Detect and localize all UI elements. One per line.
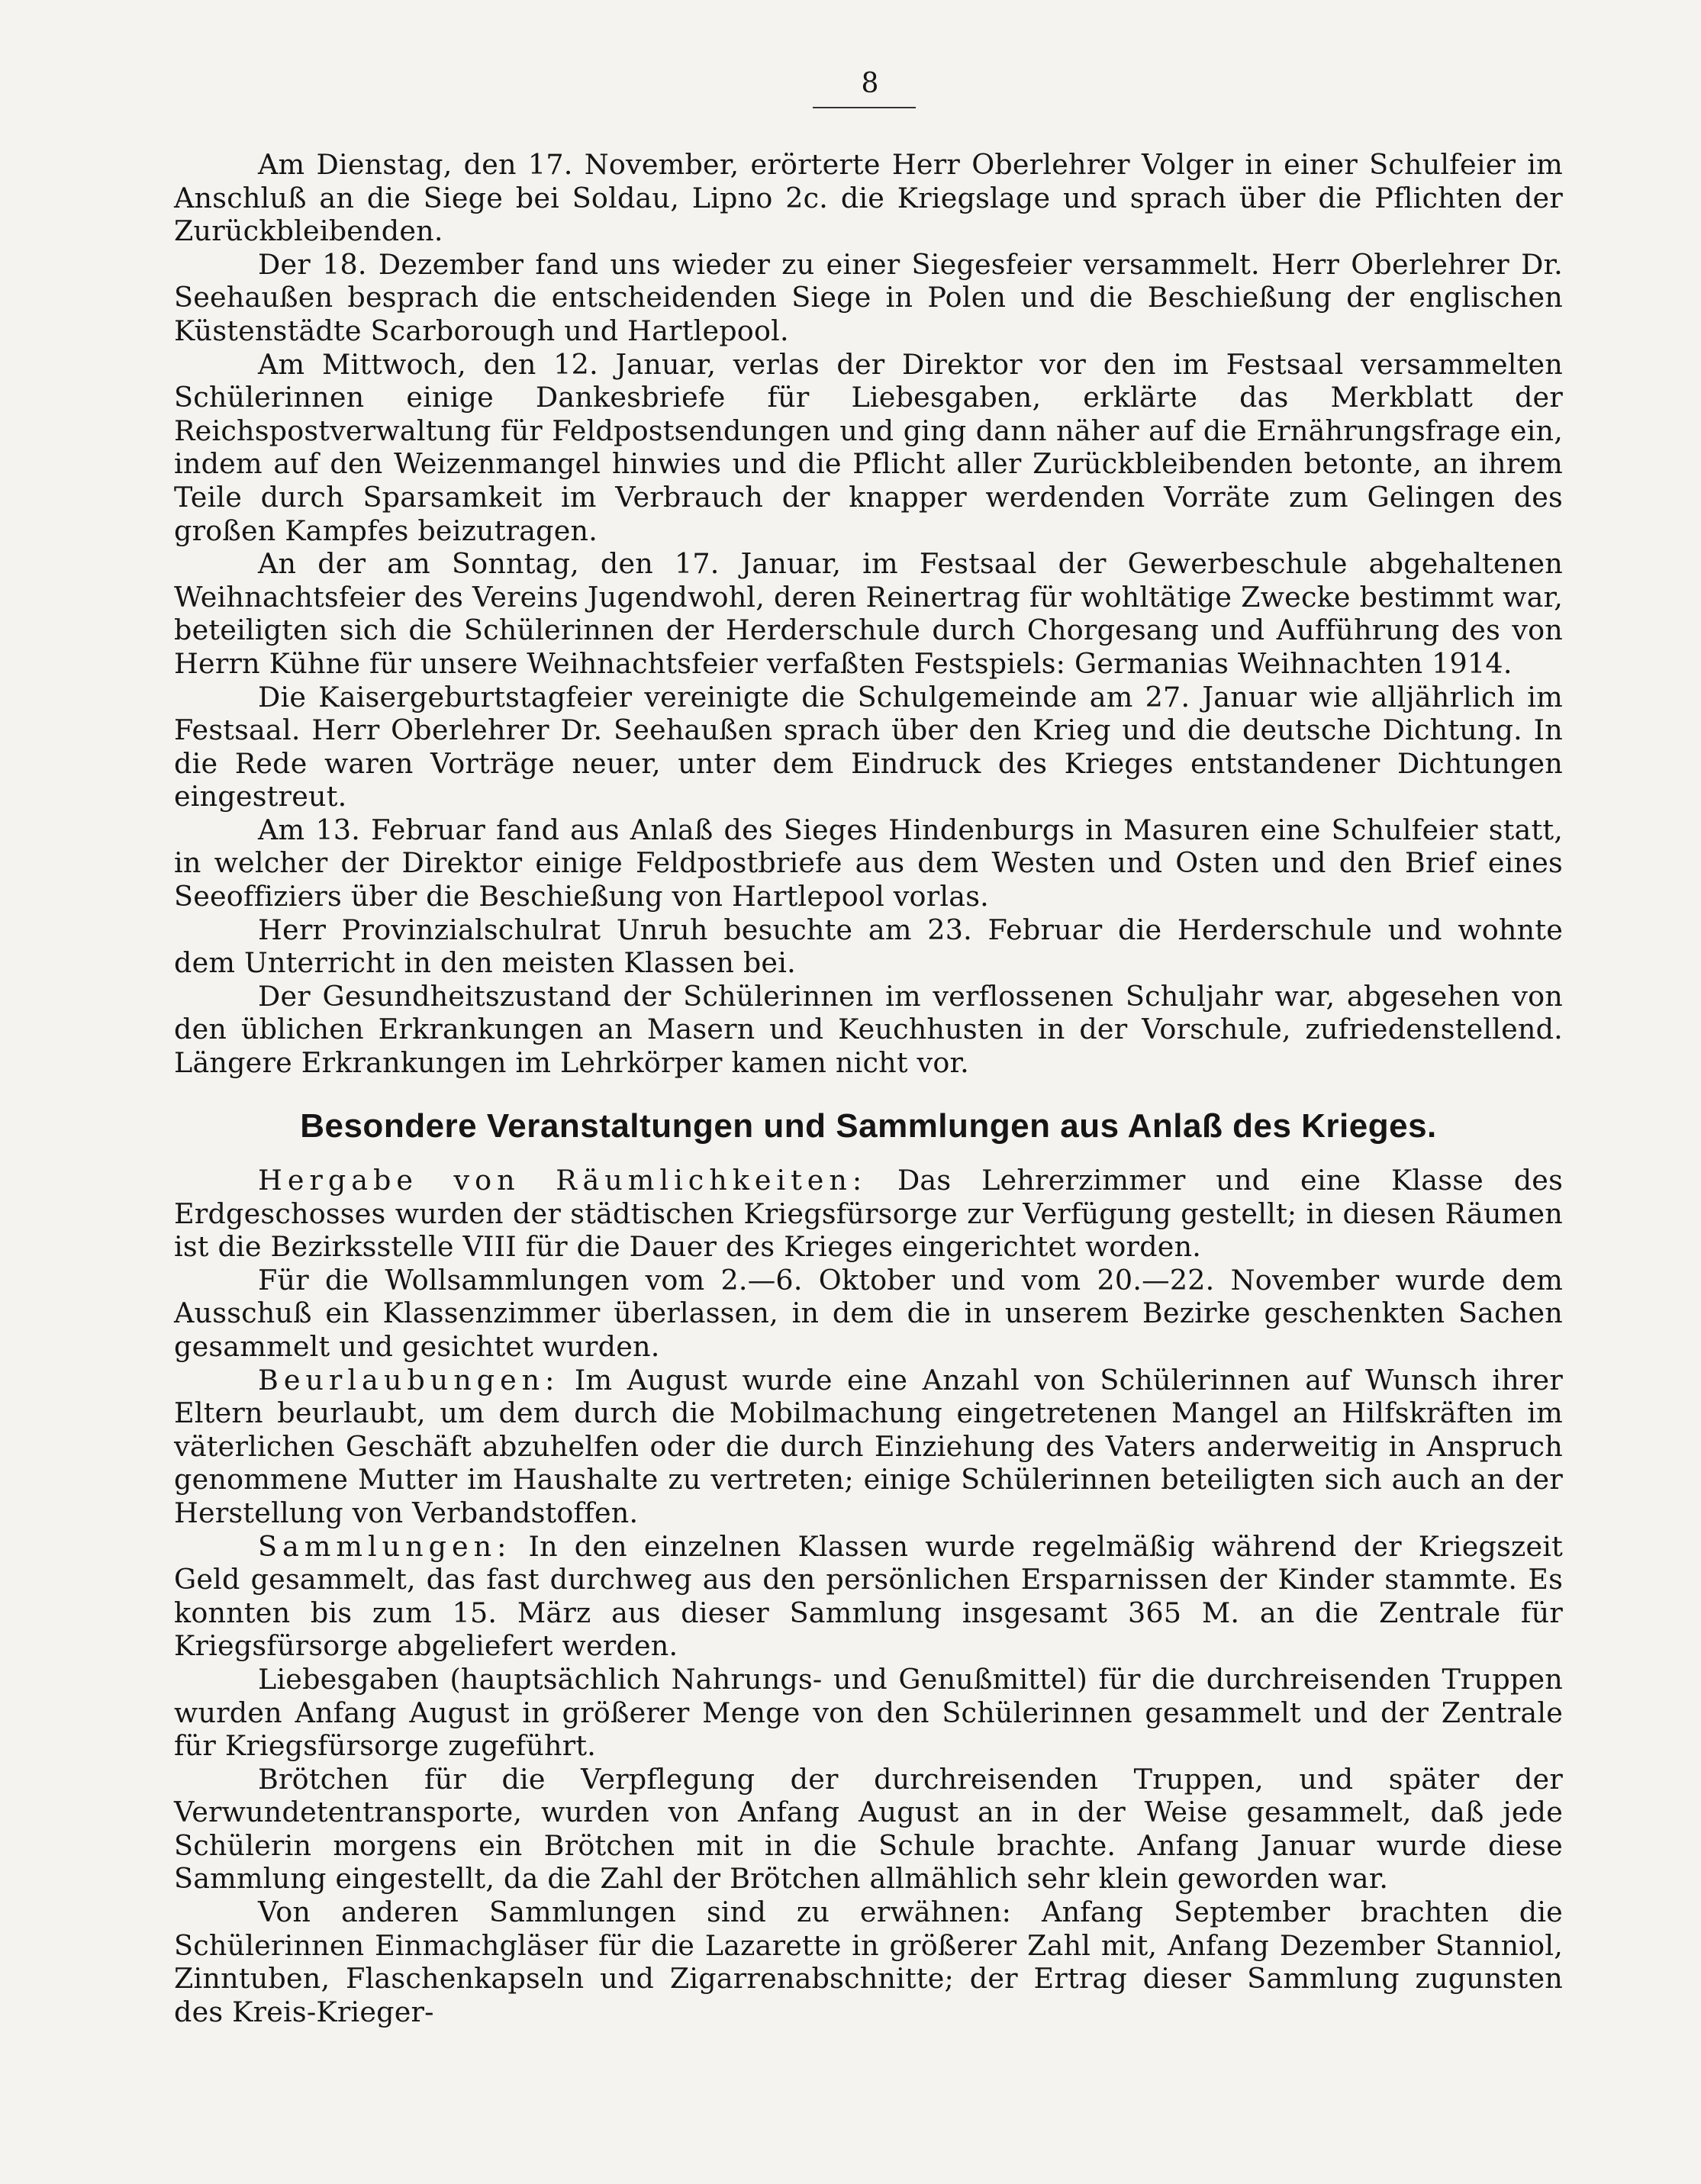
page-number-rule bbox=[813, 107, 916, 108]
paragraph-volger-feier: Am Dienstag, den 17. November, erörterte Herr Oberlehrer Volger in einer Schulfeier im Anschluß an die Siege bei Soldau, Lipno 2c. die Kriegslage und sprach über die Pflichten der Zurückbleibenden. bbox=[174, 148, 1563, 248]
paragraph-body-beurlaubungen: Im August wurde eine Anzahl von Schülerinnen auf Wunsch ihrer Eltern beurlaubt, um dem durch die Mobilmachung eingetretenen Mangel an Hilfskräften im väterlichen Geschäft abzuhelfen oder die durch Einziehung des Vaters anderweitig in Anspruch genommene Mutter im Haushalte zu vertreten; einige Schülerinnen beteiligten sich auch an der Herstellung von Verbandstoffen. bbox=[174, 1363, 1563, 1529]
paragraph-mittwoch-januar: Am Mittwoch, den 12. Januar, verlas der Direktor vor den im Festsaal versammelten Schülerinnen einige Dankesbriefe für Liebesgaben, erklärte das Merkblatt der Reichspostverwaltung für Feldpostsendungen und ging dann näher auf die Ernährungsfrage ein, indem auf den Weizenmangel hinwies und die Pflicht aller Zurückbleibenden betonte, an ihrem Teile durch Sparsamkeit im Verbrauch der knapper werdenden Vorräte zum Gelingen des großen Kampfes beizutragen. bbox=[174, 347, 1563, 547]
page-number: 8 bbox=[861, 68, 879, 99]
paragraph-lead-raeumlichkeiten: Hergabe von Räumlichkeiten: bbox=[258, 1164, 868, 1197]
paragraph-kaisergeburtstag: Die Kaisergeburtstagfeier vereinigte die Schulgemeinde am 27. Januar wie alljährlich im Festsaal. Herr Oberlehrer Dr. Seehaußen sprach über den Krieg und die deutsche Dichtung. In die Rede waren Vorträge neuer, unter dem Eindruck des Krieges entstandener Dichtungen eingestreut. bbox=[174, 680, 1563, 813]
paragraph-schulrat-besuch: Herr Provinzialschulrat Unruh besuchte am 23. Februar die Herderschule und wohnte dem Unterricht in den meisten Klassen bei. bbox=[174, 913, 1563, 980]
report-text-top bbox=[174, 148, 1563, 1080]
paragraph-body-raeumlichkeiten: Das Lehrerzimmer und eine Klasse des Erdgeschosses wurden der städtischen Kriegsfürsorge zur Verfügung gestellt; in diesen Räumen ist die Bezirksstelle VIII für die Dauer des Krieges eingerichtet worden. bbox=[174, 1164, 1564, 1264]
paragraph-liebesgaben: Liebesgaben (hauptsächlich Nahrungs- und Genußmittel) für die durchreisenden Truppen wurden Anfang August in größerer Menge von den Schülerinnen gesammelt und der Zentrale für Kriegsfürsorge zugeführt. bbox=[174, 1662, 1563, 1763]
paragraph-siegesfeier-dezember: Der 18. Dezember fand uns wieder zu einer Siegesfeier versammelt. Herr Oberlehrer Dr. Seehaußen besprach die entscheidenden Siege in Polen und die Beschießung der englischen Küstenstädte Scarborough und Hartlepool. bbox=[174, 247, 1563, 347]
section-heading: Besondere Veranstaltungen und Sammlungen aus Anlaß des Krieges. bbox=[300, 1107, 1437, 1145]
paragraph-sammlungen bbox=[174, 1530, 1563, 1663]
paragraph-broetchen: Brötchen für die Verpflegung der durchreisenden Truppen, und später der Verwundetentransporte, wurden von Anfang August an in der Weise gesammelt, daß jede Schülerin morgens ein Brötchen mit in die Schule brachte. Anfang Januar wurde diese Sammlung eingestellt, da die Zahl der Brötchen allmählich sehr klein geworden war. bbox=[174, 1762, 1563, 1896]
paragraph-lead-sammlungen: Sammlungen: bbox=[258, 1529, 512, 1563]
paragraph-body-sammlungen: In den einzelnen Klassen wurde regelmäßig während der Kriegszeit Geld gesammelt, das fast durchweg aus den persönlichen Ersparnissen der Kinder stammte. Es konnten bis zum 15. März aus dieser Sammlung insgesamt 365 M. an die Zentrale für Kriegsfürsorge abgeliefert werden. bbox=[174, 1529, 1563, 1663]
report-text-bottom bbox=[174, 1164, 1563, 2028]
paragraph-weihnachtsfeier: An der am Sonntag, den 17. Januar, im Festsaal der Gewerbeschule abgehaltenen Weihnachtsfeier des Vereins Jugendwohl, deren Reinertrag für wohltätige Zwecke bestimmt war, beteiligten sich die Schülerinnen der Herderschule durch Chorgesang und Aufführung des von Herrn Kühne für unsere Weihnachtsfeier verfaßten Festspiels: Germanias Weihnachten 1914. bbox=[174, 547, 1563, 680]
paragraph-wollsammlungen: Für die Wollsammlungen vom 2.—6. Oktober und vom 20.—22. November wurde dem Ausschuß ein Klassenzimmer überlassen, in dem die in unserem Bezirke geschenkten Sachen gesammelt und gesichtet wurden. bbox=[174, 1263, 1563, 1363]
paragraph-gesundheitszustand: Der Gesundheitszustand der Schülerinnen im verflossenen Schuljahr war, abgesehen von den üblichen Erkrankungen an Masern und Keuchhusten in der Vorschule, zufriedenstellend. Längere Erkrankungen im Lehrkörper kamen nicht vor. bbox=[174, 979, 1563, 1080]
paragraph-andere-sammlungen: Von anderen Sammlungen sind zu erwähnen: Anfang September brachten die Schülerinnen Einmachgläser für die Lazarette in größerer Zahl mit, Anfang Dezember Stanniol, Zinntuben, Flaschenkapseln und Zigarrenabschnitte; der Ertrag dieser Sammlung zugunsten des Kreis-Krieger- bbox=[174, 1896, 1563, 2028]
paragraph-masuren-feier: Am 13. Februar fand aus Anlaß des Sieges Hindenburgs in Masuren eine Schulfeier statt, in welcher der Direktor einige Feldpostbriefe aus dem Westen und Osten und den Brief eines Seeoffiziers über die Beschießung von Hartlepool vorlas. bbox=[174, 813, 1563, 913]
paragraph-beurlaubungen bbox=[174, 1364, 1563, 1530]
paragraph-raeumlichkeiten bbox=[174, 1164, 1563, 1264]
paragraph-lead-beurlaubungen: Beurlaubungen: bbox=[258, 1363, 560, 1396]
